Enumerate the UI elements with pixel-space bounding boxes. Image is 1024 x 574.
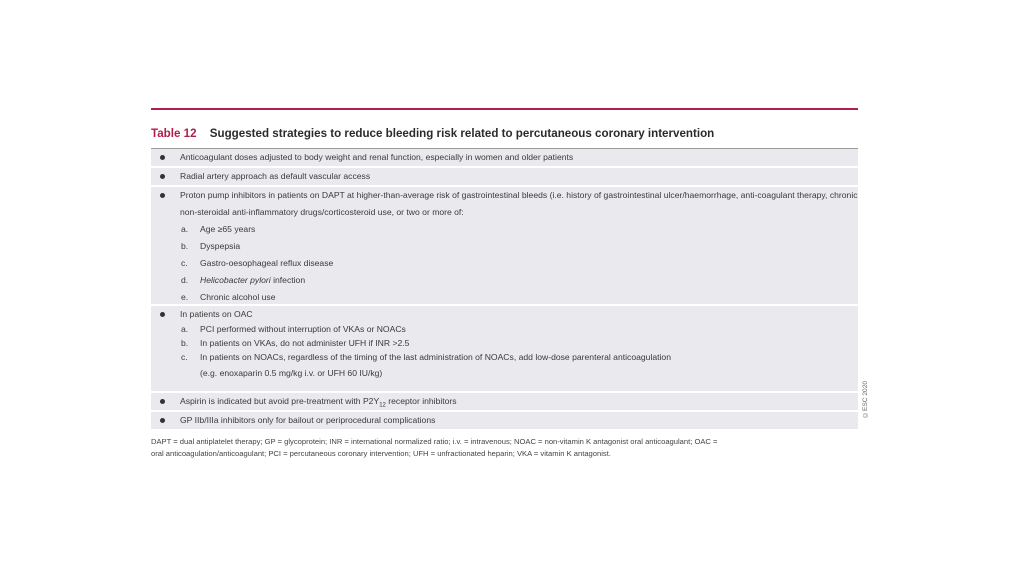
list-item-text: Age ≥65 years bbox=[200, 224, 256, 234]
list-item-continuation bbox=[156, 364, 858, 382]
list-item-text: infection bbox=[270, 275, 306, 285]
list-item-italic: Helicobacter pylori bbox=[200, 275, 271, 285]
list-item bbox=[156, 336, 858, 350]
bullet-icon bbox=[160, 312, 165, 317]
list-item bbox=[156, 221, 858, 238]
table-caption bbox=[151, 127, 859, 143]
bullet-icon bbox=[160, 174, 165, 179]
top-rule bbox=[151, 108, 858, 110]
copyright-notice: ©ESC 2020 bbox=[862, 380, 869, 418]
table-footnote bbox=[151, 436, 861, 460]
table-sheet bbox=[151, 108, 859, 460]
row-text bbox=[156, 149, 858, 166]
list-item bbox=[156, 289, 858, 306]
list-letter: a. bbox=[181, 224, 189, 234]
row-text bbox=[156, 306, 858, 322]
row-5-text-end: receptor inhibitors bbox=[385, 396, 457, 406]
list-item-text: PCI performed without interruption of VKAs or NOACs bbox=[200, 324, 406, 334]
list-item-text: Chronic alcohol use bbox=[200, 292, 276, 302]
table-row bbox=[151, 412, 858, 431]
row-1-text: Anticoagulant doses adjusted to body weight and renal function, especially in women and older patients bbox=[180, 152, 574, 162]
list-letter: e. bbox=[181, 292, 189, 302]
table-body bbox=[151, 149, 858, 431]
list-letter: c. bbox=[181, 258, 188, 268]
list-letter: b. bbox=[181, 338, 189, 348]
row-text bbox=[156, 168, 858, 185]
footnote-line-1: DAPT = dual antiplatelet therapy; GP = glycoprotein; INR = international normalized ratio; i.v. = intravenous; NOAC = non-vitamin K antagonist oral anticoagulant; OAC = bbox=[151, 437, 718, 446]
bullet-icon bbox=[160, 418, 165, 423]
list-letter: a. bbox=[181, 324, 189, 334]
row-5-subscript: 12 bbox=[379, 402, 386, 409]
list-item bbox=[156, 238, 858, 255]
list-item bbox=[156, 350, 858, 364]
row-4-text: In patients on OAC bbox=[180, 309, 253, 319]
row-text bbox=[156, 187, 858, 221]
bullet-icon bbox=[160, 193, 165, 198]
list-item-text: Dyspepsia bbox=[200, 241, 241, 251]
table-number: Table 12 bbox=[151, 127, 197, 140]
row-5-text: Aspirin is indicated but avoid pre-treatment with P2Y bbox=[180, 396, 380, 406]
row-2-text: Radial artery approach as default vascular access bbox=[180, 171, 371, 181]
footnote-line-2: oral anticoagulation/anticoagulant; PCI = percutaneous coronary intervention; UFH = unfractionated heparin; VKA = vitamin K antagonist. bbox=[151, 449, 611, 458]
table-row bbox=[151, 168, 858, 187]
table-row bbox=[151, 149, 858, 168]
list-item-text: In patients on VKAs, do not administer UFH if INR >2.5 bbox=[200, 338, 410, 348]
list-item-text: Gastro-oesophageal reflux disease bbox=[200, 258, 334, 268]
table-title: Suggested strategies to reduce bleeding risk related to percutaneous coronary intervention bbox=[209, 127, 715, 140]
row-text bbox=[156, 412, 858, 429]
table-row bbox=[151, 393, 858, 412]
list-item-text: (e.g. enoxaparin 0.5 mg/kg i.v. or UFH 60 IU/kg) bbox=[200, 368, 383, 378]
list-letter: d. bbox=[181, 275, 189, 285]
table-row bbox=[151, 306, 858, 393]
list-item bbox=[156, 322, 858, 336]
bullet-icon bbox=[160, 399, 165, 404]
row-3-text: Proton pump inhibitors in patients on DAPT at higher-than-average risk of gastrointestinal bleeds (i.e. history of gastrointestinal ulcer/haemorrhage, anti-coagulant therapy, chronic non-steroidal anti-inflammatory drugs/corticosteroid use, or two or more of: bbox=[180, 190, 858, 217]
row-6-text: GP IIb/IIIa inhibitors only for bailout or periprocedural complications bbox=[180, 415, 436, 425]
bullet-icon bbox=[160, 155, 165, 160]
list-item-text: In patients on NOACs, regardless of the timing of the last administration of NOACs, add low-dose parenteral anticoagulation bbox=[200, 352, 671, 362]
table-row bbox=[151, 187, 858, 306]
list-item bbox=[156, 255, 858, 272]
list-letter: c. bbox=[181, 352, 188, 362]
list-item bbox=[156, 272, 858, 289]
list-letter: b. bbox=[181, 241, 189, 251]
